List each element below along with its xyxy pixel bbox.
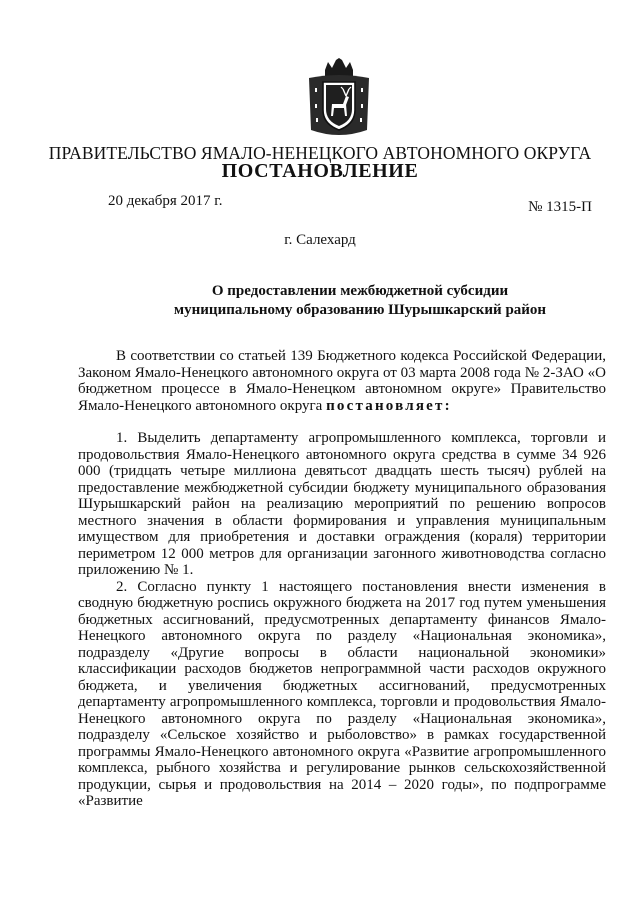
paragraph-item-2: 2. Согласно пункту 1 настоящего постановления внести изменения в сводную бюджетную роспись окружного бюджета на 2017 год путем уменьшения бюджетных ассигнований, предусмотренных департаменту финансов Ямало-Ненецкого автономного округа по разделу «Национальная экономика», подразделу «Другие вопросы в области национальной экономики» классификации расходов бюджетов непрограммной части расходов окружного бюджета, и увеличения бюджетных ассигнований, предусмотренных департаменту агропромышленного комплекса, торговли и продовольствия Ямало-Ненецкого автономного округа по разделу «Национальная экономика», подразделу «Сельское хозяйство и рыболовство» в рамках государственной программы Ямало-Ненецкого автономного округа «Развитие агропромышленного комплекса, рыбного хозяйства и регулирование рынков сельскохозяйственной продукции, сырья и продовольствия на 2014 – 2020 годы», по подпрограмме «Развитие xyxy=(78,578,606,809)
document-number: № 1315-П xyxy=(528,199,592,215)
document-city: г. Салехард xyxy=(284,232,356,248)
preamble-text: В соответствии со статьей 139 Бюджетного кодекса Российской Федерации, Законом Ямало-Ненецкого автономного округа от 03 марта 2008 года № 2-ЗАО «О бюджетном процессе в Ямало-Ненецком автономном округе» Правительство Ямало-Ненецкого автономного округа xyxy=(78,348,606,414)
paragraph-item-1: 1. Выделить департаменту агропромышленного комплекса, торговли и продовольствия Ямало-Ненецкого автономного округа средства в сумме 34 926 000 (тридцать четыре миллиона девятьсот двадцать шесть тысяч) рублей на предоставление межбюджетной субсидии бюджету муниципального образования Шурышкарский район на реализацию мероприятий по решению вопросов местного значения в области формирования и управления муниципальным имуществом для приобретения и доставки ограждения (кораля) территории периметром 12 000 метров для организации загонного животноводства согласно приложению № 1. xyxy=(78,430,606,578)
document-type: ПОСТАНОВЛЕНИЕ xyxy=(221,160,419,182)
document-body xyxy=(78,348,606,810)
preamble-paragraph xyxy=(78,348,606,414)
document-date: 20 декабря 2017 г. xyxy=(108,193,223,209)
coat-of-arms-icon xyxy=(303,58,375,140)
document-title-line-2: муниципальному образованию Шурышкарский район xyxy=(173,302,547,318)
organization-name: ПРАВИТЕЛЬСТВО ЯМАЛО-НЕНЕЦКОГО АВТОНОМНОГО ОКРУГА xyxy=(48,143,592,163)
document-title-line-1: О предоставлении межбюджетной субсидии xyxy=(211,283,509,299)
coat-of-arms-emblem xyxy=(303,58,375,140)
resolves-keyword: постановляет: xyxy=(326,397,452,414)
